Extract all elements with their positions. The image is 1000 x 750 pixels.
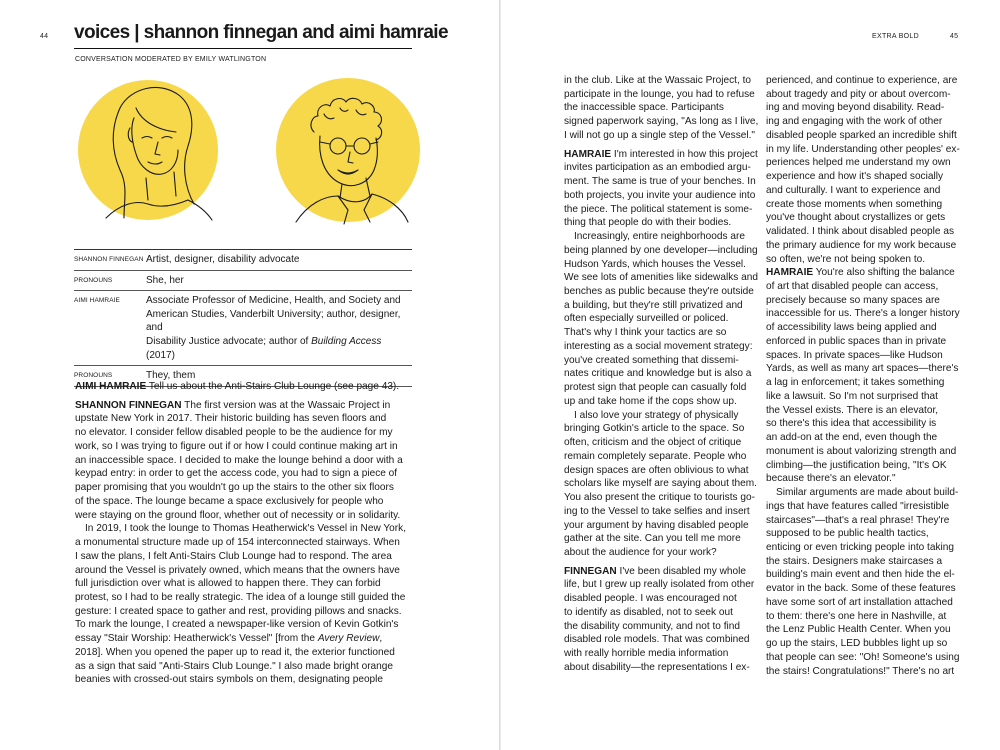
body-line: often, criticism and the object of critique bbox=[564, 437, 742, 449]
page-gutter bbox=[499, 0, 501, 750]
body-line: of art that disabled people can access, bbox=[766, 281, 939, 293]
body-line: You also present the critique to tourists go- bbox=[564, 492, 755, 504]
body-line: 2018]. When you opened the paper up to read it, the exterior functioned bbox=[75, 646, 395, 658]
body-line: and culturally. I want to experience and bbox=[766, 184, 941, 196]
body-line: climbing—the justification being, "It's OK bbox=[766, 459, 947, 471]
body-line: periences helped me understand my own bbox=[766, 157, 951, 169]
body-line: the Lenz Public Health Center. When you bbox=[766, 624, 951, 636]
bio-line: Associate Professor of Medicine, Health, and Society and bbox=[146, 295, 401, 307]
speaker-name: FINNEGAN bbox=[564, 565, 617, 577]
section-label: EXTRA BOLD bbox=[872, 33, 919, 40]
body-line: interesting as a social movement strategy: bbox=[564, 340, 753, 352]
body-line: I saw the plans, I felt Anti-Stairs Club Lounge had to respond. The area bbox=[75, 550, 392, 562]
body-line: so there's this idea that accessibility is bbox=[766, 418, 937, 430]
bio-value: She, her bbox=[146, 274, 184, 286]
body-line: ment. The same is true of your benches. In bbox=[564, 176, 756, 188]
body-line: work, so I was trying to figure out if or how I could continue making art in bbox=[75, 440, 398, 452]
body-line bbox=[564, 409, 752, 423]
body-line: enticing or even tricking people into taking bbox=[766, 541, 954, 553]
bio-row bbox=[74, 291, 412, 366]
body-line: you've thought about crystallizes or gets bbox=[766, 212, 946, 224]
body-line: a lag in enforcement; it takes something bbox=[766, 377, 945, 389]
body-line: in my life. Understanding other peoples' ex- bbox=[766, 143, 960, 155]
body-line: about disability—the representations I ex- bbox=[564, 661, 750, 673]
body-line: protest sign that people can casually fold bbox=[564, 382, 747, 394]
right-body-column-1 bbox=[564, 74, 759, 675]
body-line: We see lots of amenities like sidewalks and bbox=[564, 272, 758, 284]
body-line: Yards, as well as many art spaces—there's bbox=[766, 363, 959, 375]
body-text: I've been disabled my whole bbox=[616, 565, 747, 577]
body-line: invites participation as an embodied argu- bbox=[564, 162, 751, 174]
body-line: up and take home if the cops show up. bbox=[564, 395, 737, 407]
bio-row bbox=[74, 271, 412, 292]
body-text: I also love your strategy of physically bbox=[574, 409, 739, 421]
answer-paragraph bbox=[75, 399, 413, 413]
right-body-column-2 bbox=[766, 74, 962, 678]
body-line: the primary audience for my work because bbox=[766, 239, 957, 251]
body-line: staircases"—that's a real phrase! They're bbox=[766, 514, 950, 526]
body-line: your argument by having disabled people bbox=[564, 519, 749, 531]
bio-row bbox=[74, 250, 412, 271]
body-line: keypad entry: in order to get the access code, you had to sign a piece of bbox=[75, 468, 398, 480]
body-line: Hudson Yards, which houses the Vessel. bbox=[564, 258, 746, 270]
body-line: no elevator. I consider fellow disabled people to be the audience for my bbox=[75, 427, 393, 439]
body-line: the inaccessible space. Participants bbox=[564, 102, 724, 114]
bio-key: AIMI HAMRAIE bbox=[74, 297, 120, 305]
body-line: the stairs! Congratulations!" There's no art bbox=[766, 665, 955, 677]
body-line: life, but I grew up really isolated from other bbox=[564, 579, 755, 591]
body-line: as a sign that said "Anti-Stairs Club Lounge." I also made bright orange bbox=[75, 660, 394, 672]
question-paragraph bbox=[75, 380, 413, 394]
body-line: about the audience for your work? bbox=[564, 546, 717, 558]
moderator-credit: CONVERSATION MODERATED BY EMILY WATLINGTON bbox=[75, 56, 267, 63]
body-text: Tell us about the Anti-Stairs Club Lounge (see page 43). bbox=[146, 381, 400, 392]
body-line: so often, we're not being spoken to. bbox=[766, 253, 926, 265]
body-text: essay "Stair Worship: Heatherwick's Vessel" [from the bbox=[75, 633, 318, 645]
body-line: upstate New York in 2017. Their historic building has seven floors and bbox=[75, 413, 387, 425]
body-line: often especially surveilled or policed. bbox=[564, 313, 729, 325]
body-line: monument is about valorizing strength and bbox=[766, 445, 957, 457]
body-line: signed paperwork saying, "As long as I live, bbox=[564, 116, 759, 128]
body-line: participate in the lounge, you had to refuse bbox=[564, 88, 755, 100]
speaker-name: HAMRAIE bbox=[564, 148, 612, 160]
body-line: enforced in public spaces than in private bbox=[766, 335, 947, 347]
body-line: the disability community, and not to find bbox=[564, 620, 740, 632]
body-line: perienced, and continue to experience, are bbox=[766, 75, 958, 86]
body-line: protest, so I had to be really strategic. The idea of a lounge still guided the bbox=[75, 592, 406, 604]
body-line: the Vessel exists. There is an elevator, bbox=[766, 404, 939, 416]
body-line: of the space. The lounge became a space exclusively for people who bbox=[75, 495, 384, 507]
body-line: ing and moving beyond disability. Read- bbox=[766, 102, 945, 114]
body-line: gesture: I created space to gather and rest, providing pillows and snacks. bbox=[75, 605, 402, 617]
body-line: disabled people. I was encouraged not bbox=[564, 593, 737, 605]
body-line: spaces. In private spaces—like Hudson bbox=[766, 349, 943, 361]
bio-value bbox=[146, 294, 412, 362]
bio-key: SHANNON FINNEGAN bbox=[74, 256, 144, 263]
question-paragraph bbox=[766, 266, 962, 280]
body-text: Increasingly, entire neighborhoods are bbox=[574, 231, 745, 243]
body-line: a building, but they're still privatized and bbox=[564, 299, 743, 311]
bio-value: Artist, designer, disability advocate bbox=[146, 254, 300, 265]
body-line: beanies with crossed-out stairs symbols on them, designating people bbox=[75, 674, 384, 686]
article-title: voices | shannon finnegan and aimi hamraie bbox=[74, 22, 412, 49]
body-text: I'm interested in how this project bbox=[611, 148, 758, 160]
body-line: the piece. The political statement is some- bbox=[564, 203, 753, 215]
body-line: benches as public because they're outside bbox=[564, 286, 754, 298]
body-line: ing and engaging with the work of other bbox=[766, 116, 943, 128]
body-text: , bbox=[379, 633, 383, 645]
body-line: because there's an elevator." bbox=[766, 473, 896, 485]
body-line: nates critique and knowledge but is also a bbox=[564, 368, 752, 380]
body-line bbox=[564, 230, 752, 244]
body-line: of accessibility laws being applied and bbox=[766, 322, 937, 334]
left-page-number: 44 bbox=[40, 33, 49, 40]
body-line: have some sort of art installation attached bbox=[766, 596, 953, 608]
body-line: disabled people sparked an incredible shift bbox=[766, 129, 957, 141]
question-paragraph bbox=[564, 148, 758, 162]
body-line: an add-on at the end, even though the bbox=[766, 432, 938, 444]
body-line: that people can see: "Oh! Someone's using bbox=[766, 651, 960, 663]
body-text: In 2019, I took the lounge to Thomas Heatherwick's Vessel in New York, bbox=[85, 523, 406, 535]
answer-paragraph bbox=[564, 565, 752, 579]
bio-key: PRONOUNS bbox=[74, 276, 113, 284]
body-line: disabled role models. That was combined bbox=[564, 634, 750, 646]
bio-line-text: (2017) bbox=[146, 349, 175, 361]
body-line: with really horrible media information bbox=[564, 648, 729, 660]
body-line: I will not go up a single step of the Vessel." bbox=[564, 129, 755, 141]
body-line: paper promising that you wouldn't go up the stairs to the other six floors bbox=[75, 482, 394, 494]
body-line: evator in the back. Some of these features bbox=[766, 583, 956, 595]
body-line: To mark the lounge, I created a newspaper-like version of Kevin Gotkin's bbox=[75, 619, 399, 631]
body-line: around the Vessel is privately owned, which means that the owners have bbox=[75, 564, 400, 576]
portrait-shannon-finnegan bbox=[76, 68, 226, 228]
body-line: a monumental structure made up of 154 interconnected stairways. When bbox=[75, 537, 400, 549]
body-line: That's why I think your tactics are so bbox=[564, 327, 727, 339]
body-line: to identify as disabled, not to seek out bbox=[564, 606, 733, 618]
body-line: about tragedy and pity or about overcom- bbox=[766, 88, 951, 100]
bio-table bbox=[74, 249, 412, 387]
body-line bbox=[75, 522, 413, 536]
body-line: building's main event and then hide the el- bbox=[766, 569, 955, 581]
body-line: scholars like myself are saying about them. bbox=[564, 478, 757, 490]
body-line: to them: there's one here in Nashville, at bbox=[766, 610, 947, 622]
body-text: You're also shifting the balance bbox=[813, 267, 955, 279]
right-page-number: 45 bbox=[950, 33, 959, 40]
body-text: The first version was at the Wassaic Project in bbox=[181, 399, 391, 411]
portrait-aimi-hamraie bbox=[268, 66, 428, 230]
left-body-column bbox=[75, 380, 413, 687]
body-line: being planned by one developer—including bbox=[564, 244, 758, 256]
body-line: the stairs. Designers make staircases a bbox=[766, 555, 943, 567]
body-line: ing to the Vessel to take selfies and insert bbox=[564, 505, 750, 517]
bio-key: PRONOUNS bbox=[74, 372, 113, 380]
bio-value: They, them bbox=[146, 370, 196, 382]
speaker-name: SHANNON FINNEGAN bbox=[75, 399, 182, 411]
body-line: like a lawsuit. So I'm not surprised that bbox=[766, 390, 938, 402]
body-line: experience and how it's shaped socially bbox=[766, 171, 943, 183]
body-line: design spaces are often oblivious to what bbox=[564, 464, 749, 476]
body-line: gather at the site. Can you tell me more bbox=[564, 533, 741, 545]
speaker-name: HAMRAIE bbox=[766, 267, 814, 279]
body-line: thing that people do with their bodies. bbox=[564, 217, 732, 229]
body-line: inaccessible for us. There's a longer history bbox=[766, 308, 960, 320]
body-line: you've created something that dissemi- bbox=[564, 354, 739, 366]
bio-line bbox=[146, 335, 412, 362]
body-line: validated. I think about disabled people as bbox=[766, 226, 954, 238]
bio-line: American Studies, Vanderbilt University; author, designer, and bbox=[146, 308, 401, 334]
book-title: Building Access bbox=[311, 335, 382, 347]
body-line: both projects, you invite your audience into bbox=[564, 189, 756, 201]
body-line: bringing Gotkin's article to the space. So bbox=[564, 423, 745, 435]
body-line: precisely because so many spaces are bbox=[766, 294, 940, 306]
body-line: were staying on the ground floor, whether out of necessity or in solidarity. bbox=[75, 509, 401, 521]
body-line: ings that have features called "irresistible bbox=[766, 500, 950, 512]
body-line bbox=[766, 486, 962, 500]
body-text: Similar arguments are made about build- bbox=[776, 487, 959, 499]
body-line: supposed to be public health tactics, bbox=[766, 528, 929, 540]
body-line: an inaccessible space. I decided to make the lounge behind a door with a bbox=[75, 454, 403, 466]
body-line: in the club. Like at the Wassaic Project, to bbox=[564, 75, 752, 86]
body-line: go up the stairs, LED bubbles light up so bbox=[766, 638, 948, 650]
body-line: create those moments when something bbox=[766, 198, 943, 210]
body-line: remain completely separate. People who bbox=[564, 450, 747, 462]
body-line bbox=[75, 632, 413, 646]
body-line: full jurisdiction over what is allowed to happen there. They can forbid bbox=[75, 578, 381, 590]
bio-line-text: Disability Justice advocate; author of bbox=[146, 335, 312, 347]
speaker-name: AIMI HAMRAIE bbox=[75, 381, 147, 392]
publication-title: Avery Review bbox=[317, 633, 380, 645]
